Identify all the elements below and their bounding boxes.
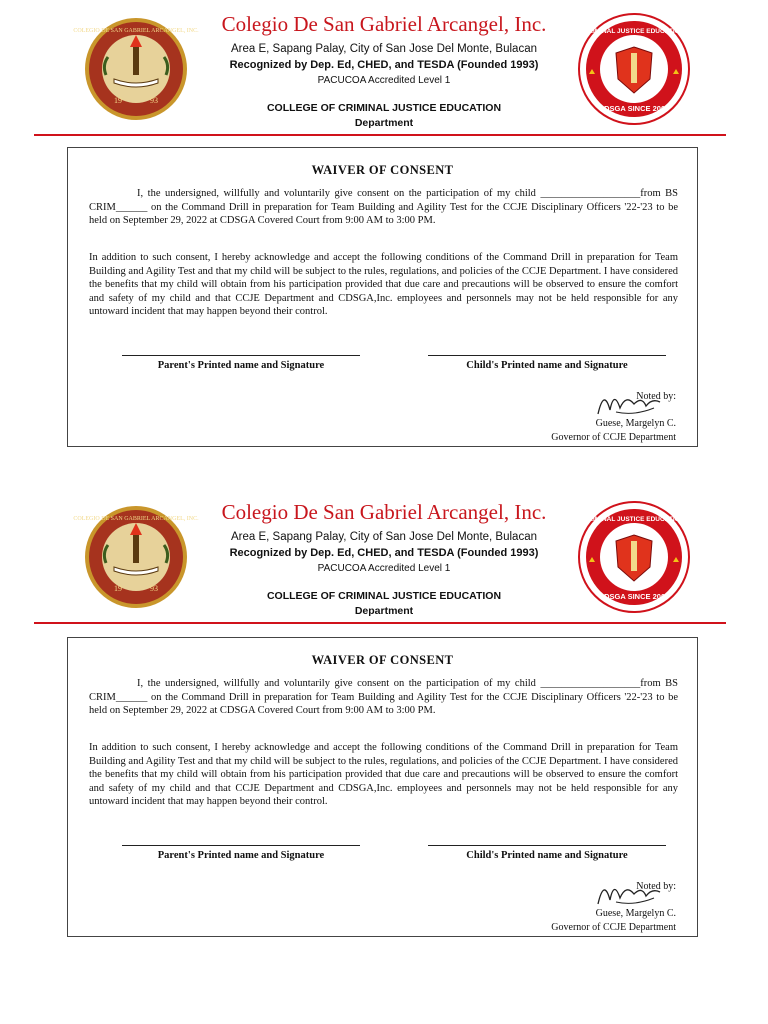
child-signature-label: Child's Printed name and Signature (466, 360, 628, 371)
school-address: Area E, Sapang Palay, City of San Jose Del Monte, Bulacan (231, 43, 537, 55)
school-recognition: Recognized by Dep. Ed, CHED, and TESDA (Founded 1993) (229, 59, 539, 71)
conditions-paragraph: In addition to such consent, I hereby acknowledge and accept the following conditions of the Command Drill in preparation for Team Building and Agility Test and that my child will be subject to the rules, regulations, and policies of the CCJE Department. I have considered the benefits that my child will obtain from his participation provided that due care and precautions will be observed to ensure the comfort and safety of my child and that CCJE Department and CDSGA,Inc. employees and personnels may not be held responsible for any untoward incident that may happen beyond their control. (89, 252, 678, 318)
child-signature-label: Child's Printed name and Signature (466, 850, 628, 861)
college-name: COLLEGE OF CRIMINAL JUSTICE EDUCATION (266, 102, 502, 114)
school-accreditation: PACUCOA Accredited Level 1 (317, 75, 451, 86)
header-divider (34, 134, 726, 136)
svg-text:CRIMINAL JUSTICE EDUCATION: CRIMINAL JUSTICE EDUCATION (583, 516, 685, 523)
waiver-copy-1 (0, 0, 768, 490)
handwritten-signature (594, 384, 664, 420)
school-address: Area E, Sapang Palay, City of San Jose Del Monte, Bulacan (231, 531, 537, 543)
consent-paragraph: I, the undersigned, willfully and voluntarily give consent on the participation of my child ___________________from BS CRIM______ on the Command Drill in preparation for Team Building and Agility Test for the CCJE Disciplinary Officers '22-'23 to be held on September 29, 2022 at CDSGA Covered Court from 9:00 AM to 3:00 PM. (89, 678, 678, 717)
child-signature-line[interactable] (428, 355, 666, 356)
svg-text:COLEGIO DE SAN GABRIEL ARCANGE: COLEGIO DE SAN GABRIEL ARCANGEL, INC. (73, 516, 199, 522)
college-name: COLLEGE OF CRIMINAL JUSTICE EDUCATION (266, 590, 502, 602)
letterhead (0, 0, 768, 129)
svg-text:CDSGA SINCE 2007: CDSGA SINCE 2007 (598, 104, 670, 113)
school-name: Colegio De San Gabriel Arcangel, Inc. (221, 12, 547, 36)
ccje-seal-logo (578, 501, 690, 613)
waiver-copy-2 (0, 488, 768, 978)
svg-text:19: 19 (114, 584, 122, 593)
signer-name: Guese, Margelyn C. (595, 908, 676, 919)
letterhead (0, 488, 768, 617)
conditions-paragraph: In addition to such consent, I hereby acknowledge and accept the following conditions of the Command Drill in preparation for Team Building and Agility Test and that my child will be subject to the rules, regulations, and policies of the CCJE Department. I have considered the benefits that my child will obtain from his participation provided that due care and precautions will be observed to ensure the comfort and safety of my child and that CCJE Department and CDSGA,Inc. employees and personnels may not be held responsible for any untoward incident that may happen beyond their control. (89, 742, 678, 808)
svg-text:CRIMINAL JUSTICE EDUCATION: CRIMINAL JUSTICE EDUCATION (583, 28, 685, 35)
department-label: Department (354, 605, 414, 617)
school-name: Colegio De San Gabriel Arcangel, Inc. (221, 500, 547, 524)
consent-paragraph: I, the undersigned, willfully and voluntarily give consent on the participation of my child ___________________from BS CRIM______ on the Command Drill in preparation for Team Building and Agility Test for the CCJE Disciplinary Officers '22-'23 to be held on September 29, 2022 at CDSGA Covered Court from 9:00 AM to 3:00 PM. (89, 188, 678, 227)
header-divider (34, 622, 726, 624)
department-label: Department (354, 117, 414, 129)
svg-text:COLEGIO DE SAN GABRIEL ARCANGE: COLEGIO DE SAN GABRIEL ARCANGEL, INC. (73, 28, 199, 34)
parent-signature-line[interactable] (122, 845, 360, 846)
signer-role: Governor of CCJE Department (551, 922, 676, 933)
waiver-title: WAIVER OF CONSENT (311, 163, 454, 177)
waiver-form-box (67, 637, 698, 937)
noted-by-label: Noted by: (636, 391, 676, 402)
school-accreditation: PACUCOA Accredited Level 1 (317, 563, 451, 574)
parent-signature-label: Parent's Printed name and Signature (157, 360, 325, 371)
waiver-title: WAIVER OF CONSENT (311, 653, 454, 667)
child-signature-line[interactable] (428, 845, 666, 846)
ccje-seal-logo (578, 13, 690, 125)
signer-role: Governor of CCJE Department (551, 432, 676, 443)
svg-text:CDSGA SINCE 2007: CDSGA SINCE 2007 (598, 592, 670, 601)
parent-signature-label: Parent's Printed name and Signature (157, 850, 325, 861)
waiver-form-box (67, 147, 698, 447)
signer-name: Guese, Margelyn C. (595, 418, 676, 429)
svg-text:93: 93 (150, 96, 158, 105)
svg-text:19: 19 (114, 96, 122, 105)
svg-text:93: 93 (150, 584, 158, 593)
handwritten-signature (594, 874, 664, 910)
parent-signature-line[interactable] (122, 355, 360, 356)
noted-by-label: Noted by: (636, 881, 676, 892)
school-recognition: Recognized by Dep. Ed, CHED, and TESDA (Founded 1993) (229, 547, 539, 559)
